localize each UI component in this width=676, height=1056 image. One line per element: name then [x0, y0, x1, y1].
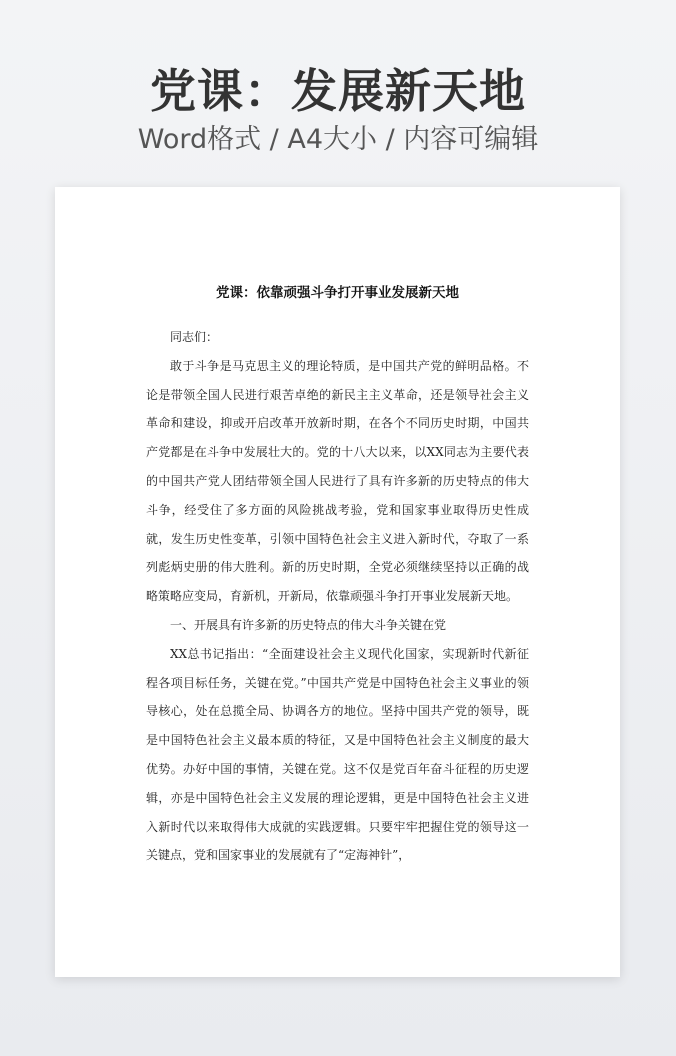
page-header: [0, 62, 676, 158]
section-heading: 一、开展具有许多新的历史特点的伟大斗争关键在党: [170, 617, 447, 632]
body-paragraph: 敢于斗争是马克思主义的理论特质，是中国共产党的鲜明品格。不论是带领全国人民进行艰苦卓绝的新民主主义革命，还是领导社会主义革命和建设，抑或开启改革开放新时期，在各个不同历史时期，中国共产党都是在斗争中发展壮大的。党的十八大以来，以XX同志为主要代表的中国共产党人团结带领全国人民进行了具有许多新的历史特点的伟大斗争，经受住了多方面的风险挑战考验，党和国家事业取得历史性成就，发生历史性变革，引领中国特色社会主义进入新时代，夺取了一系列彪炳史册的伟大胜利。新的历史时期，全党必须继续坚持以正确的战略策略应变局，育新机，开新局，依靠顽强斗争打开事业发展新天地。: [146, 358, 529, 604]
page-title: 党课：发展新天地: [150, 64, 526, 118]
body-paragraph: XX总书记指出：“全面建设社会主义现代化国家，实现新时代新征程各项目标任务，关键在党。”中国共产党是中国特色社会主义事业的领导核心，处在总揽全局、协调各方的地位。坚持中国共产党的领导，既是中国特色社会主义最本质的特征，又是中国特色社会主义制度的最大优势。办好中国的事情，关键在党。这不仅是党百年奋斗征程的历史逻辑，亦是中国特色社会主义发展的理论逻辑，更是中国特色社会主义进入新时代以来取得伟大成就的实践逻辑。只要牢牢把握住党的领导这一关键点，党和国家事业的发展就有了“定海神针”，: [146, 646, 529, 863]
document-page: [55, 187, 620, 977]
page-subtitle: Word格式 / A4大小 / 内容可编辑: [137, 124, 539, 155]
document-title: 党课：依靠顽强斗争打开事业发展新天地: [216, 285, 459, 301]
salutation: 同志们：: [170, 330, 219, 344]
document-content: [146, 283, 529, 870]
